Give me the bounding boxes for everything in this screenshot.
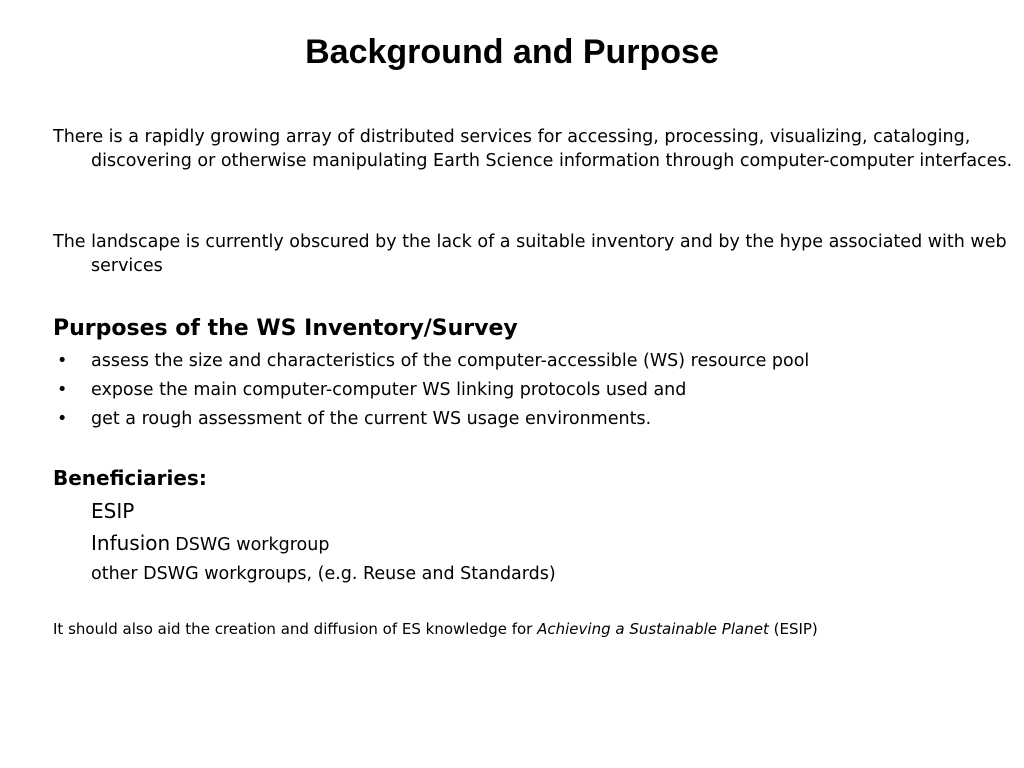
list-item-text: assess the size and characteristics of the computer-accessible (WS) resource pool	[91, 351, 810, 371]
footer-emphasis: Achieving a Sustainable Planet	[537, 620, 769, 638]
beneficiary-infusion	[91, 529, 329, 557]
beneficiary-infusion-label: Infusion	[91, 531, 171, 555]
bullet-icon: •	[57, 380, 68, 400]
list-item-text: get a rough assessment of the current WS usage environments.	[91, 409, 652, 429]
beneficiary-other-workgroups	[91, 562, 556, 586]
bullet-icon: •	[57, 409, 68, 429]
list-item	[53, 405, 809, 434]
purposes-list	[53, 347, 809, 434]
beneficiary-infusion-sub: DSWG workgroup	[175, 535, 330, 555]
beneficiary-esip	[91, 497, 134, 525]
list-item	[53, 347, 809, 376]
landscape-paragraph: The landscape is currently obscured by the lack of a suitable inventory and by the hype associated with web services	[53, 232, 1007, 276]
intro-paragraph: There is a rapidly growing array of distributed services for accessing, processing, visualizing, cataloging, discovering or otherwise manipulating Earth Science information through computer-computer interfaces.	[53, 127, 1013, 171]
footer-suffix: (ESIP)	[773, 620, 818, 638]
beneficiary-other-label: other DSWG workgroups, (e.g. Reuse and Standards)	[91, 564, 556, 584]
bullet-icon: •	[57, 351, 68, 371]
beneficiary-esip-label: ESIP	[91, 499, 135, 523]
purposes-heading: Purposes of the WS Inventory/Survey	[53, 316, 518, 341]
list-item	[53, 376, 809, 405]
footer-note	[53, 619, 818, 639]
slide-title: Background and Purpose	[305, 33, 719, 71]
beneficiaries-heading: Beneficiaries:	[53, 466, 207, 490]
list-item-text: expose the main computer-computer WS linking protocols used and	[91, 380, 687, 400]
footer-prefix: It should also aid the creation and diffusion of ES knowledge for	[53, 620, 533, 638]
